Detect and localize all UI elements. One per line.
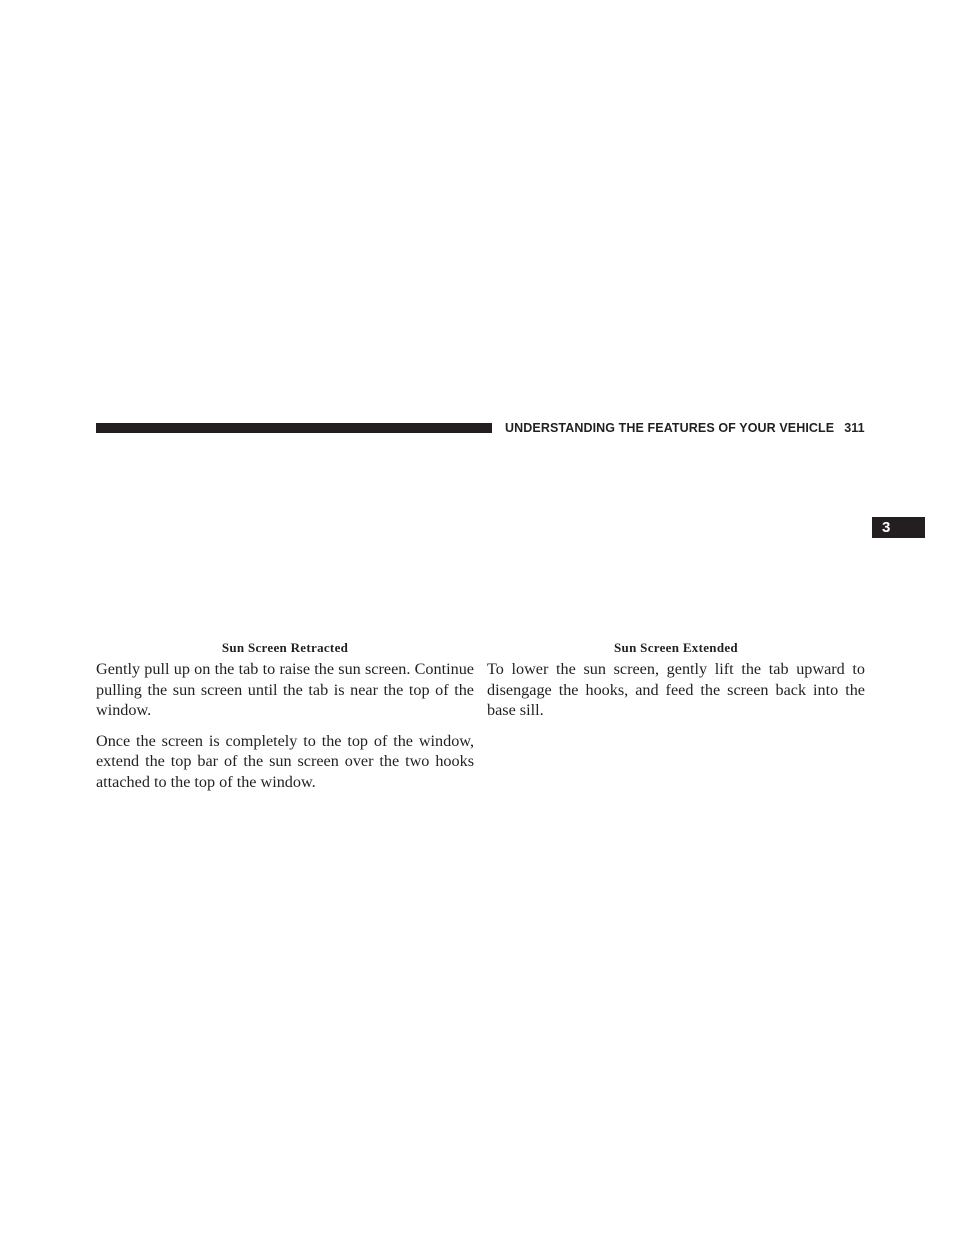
chapter-number: 3	[882, 519, 891, 536]
left-column	[96, 639, 474, 803]
page-number: 311	[844, 421, 865, 435]
paragraph-extend-top-bar: Once the screen is completely to the top of the window, extend the top bar of the sun screen over the two hooks attached to the top of the window.	[96, 731, 474, 791]
chapter-tab	[872, 517, 925, 538]
figure-caption-extended: Sun Screen Extended	[614, 640, 738, 655]
header-rule-bar	[96, 423, 492, 433]
running-header	[505, 419, 865, 437]
paragraph-raise-screen: Gently pull up on the tab to raise the sun screen. Continue pulling the sun screen until the tab is near the top of the window.	[96, 660, 474, 720]
right-column	[487, 639, 865, 731]
figure-caption-retracted: Sun Screen Retracted	[221, 640, 349, 655]
paragraph-lower-screen: To lower the sun screen, gently lift the tab upward to disengage the hooks, and feed the screen back into the base sill.	[487, 660, 865, 720]
section-title: UNDERSTANDING THE FEATURES OF YOUR VEHICLE	[505, 421, 835, 435]
